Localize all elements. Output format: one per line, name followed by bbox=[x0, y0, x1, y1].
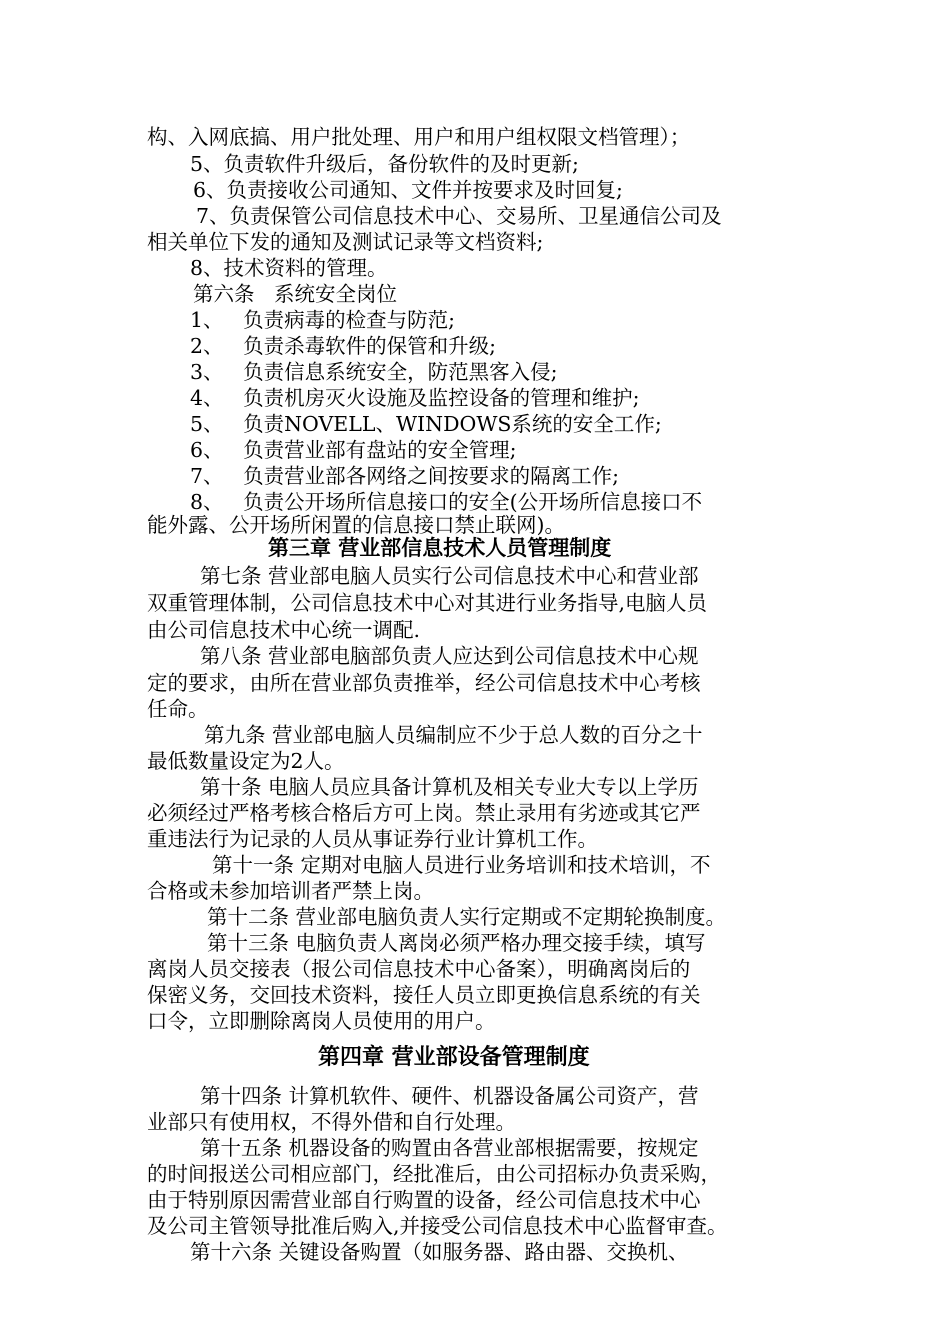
text-line: 任命。 bbox=[147, 697, 209, 721]
text-line: 7、负责保管公司信息技术中心、交易所、卫星通信公司及 bbox=[196, 204, 722, 228]
text-line: 8、技术资料的管理。 bbox=[190, 256, 388, 280]
text-line: 6、负责接收公司通知、文件并按要求及时回复; bbox=[193, 178, 623, 202]
list-item: 4、 负责机房灭火设施及监控设备的管理和维护; bbox=[190, 386, 640, 410]
chapter-heading: 第四章 营业部设备管理制度 bbox=[318, 1045, 590, 1070]
text-line: 第十一条 定期对电脑人员进行业务培训和技术培训，不 bbox=[212, 853, 711, 877]
text-line: 第十五条 机器设备的购置由各营业部根据需要，按规定 bbox=[200, 1136, 699, 1160]
text-line: 由公司信息技术中心统一调配. bbox=[147, 618, 421, 642]
text-line: 第十条 电脑人员应具备计算机及相关专业大专以上学历 bbox=[200, 775, 699, 799]
list-item: 5、 负责NOVELL、WINDOWS系统的安全工作; bbox=[190, 412, 662, 436]
text-line: 构、入网底搞、用户批处理、用户和用户组权限文档管理）； bbox=[147, 125, 691, 149]
list-item: 8、 负责公开场所信息接口的安全(公开场所信息接口不 bbox=[190, 490, 703, 514]
text-line: 口令，立即删除离岗人员使用的用户。 bbox=[147, 1009, 496, 1033]
text-line: 5、负责软件升级后，备份软件的及时更新; bbox=[190, 152, 579, 176]
text-line: 的时间报送公司相应部门，经批准后，由公司招标办负责采购， bbox=[147, 1162, 721, 1186]
text-line: 第九条 营业部电脑人员编制应不少于总人数的百分之十 bbox=[204, 723, 703, 747]
list-item: 1、 负责病毒的检查与防范; bbox=[190, 308, 455, 332]
text-line: 第十二条 营业部电脑负责人实行定期或不定期轮换制度。 bbox=[207, 905, 727, 929]
text-line: 能外露、公开场所闲置的信息接口禁止联网)。 bbox=[147, 513, 565, 537]
text-line: 第十三条 电脑负责人离岗必须严格办理交接手续，填写 bbox=[207, 931, 706, 955]
chapter-heading: 第三章 营业部信息技术人员管理制度 bbox=[268, 536, 612, 560]
list-item: 3、 负责信息系统安全，防范黑客入侵; bbox=[190, 360, 558, 384]
text-line: 最低数量设定为2人。 bbox=[147, 749, 345, 773]
text-line: 重违法行为记录的人员从事证券行业计算机工作。 bbox=[147, 827, 598, 851]
list-item: 6、 负责营业部有盘站的安全管理; bbox=[190, 438, 517, 462]
text-line: 定的要求，由所在营业部负责推举，经公司信息技术中心考核 bbox=[147, 671, 701, 695]
text-line: 必须经过严格考核合格后方可上岗。禁止录用有劣迹或其它严 bbox=[147, 801, 701, 825]
text-line: 由于特别原因需营业部自行购置的设备，经公司信息技术中心 bbox=[147, 1188, 701, 1212]
text-line: 第十四条 计算机软件、硬件、机器设备属公司资产，营 bbox=[200, 1084, 699, 1108]
article-heading: 第六条 系统安全岗位 bbox=[193, 282, 398, 306]
text-line: 第十六条 关键设备购置（如服务器、路由器、交换机、 bbox=[190, 1240, 689, 1264]
text-line: 相关单位下发的通知及测试记录等文档资料; bbox=[147, 230, 544, 254]
list-item: 2、 负责杀毒软件的保管和升级; bbox=[190, 334, 496, 358]
text-line: 合格或未参加培训者严禁上岗。 bbox=[147, 879, 434, 903]
text-line: 保密义务，交回技术资料，接任人员立即更换信息系统的有关 bbox=[147, 983, 701, 1007]
text-line: 双重管理体制，公司信息技术中心对其进行业务指导,电脑人员 bbox=[147, 591, 708, 615]
text-line: 第八条 营业部电脑部负责人应达到公司信息技术中心规 bbox=[200, 644, 699, 668]
text-line: 离岗人员交接表（报公司信息技术中心备案），明确离岗后的 bbox=[147, 957, 691, 981]
text-line: 第七条 营业部电脑人员实行公司信息技术中心和营业部 bbox=[200, 564, 699, 588]
text-line: 及公司主管领导批准后购入,并接受公司信息技术中心监督审查。 bbox=[147, 1214, 728, 1238]
text-line: 业部只有使用权，不得外借和自行处理。 bbox=[147, 1110, 516, 1134]
list-item: 7、 负责营业部各网络之间按要求的隔离工作; bbox=[190, 464, 619, 488]
